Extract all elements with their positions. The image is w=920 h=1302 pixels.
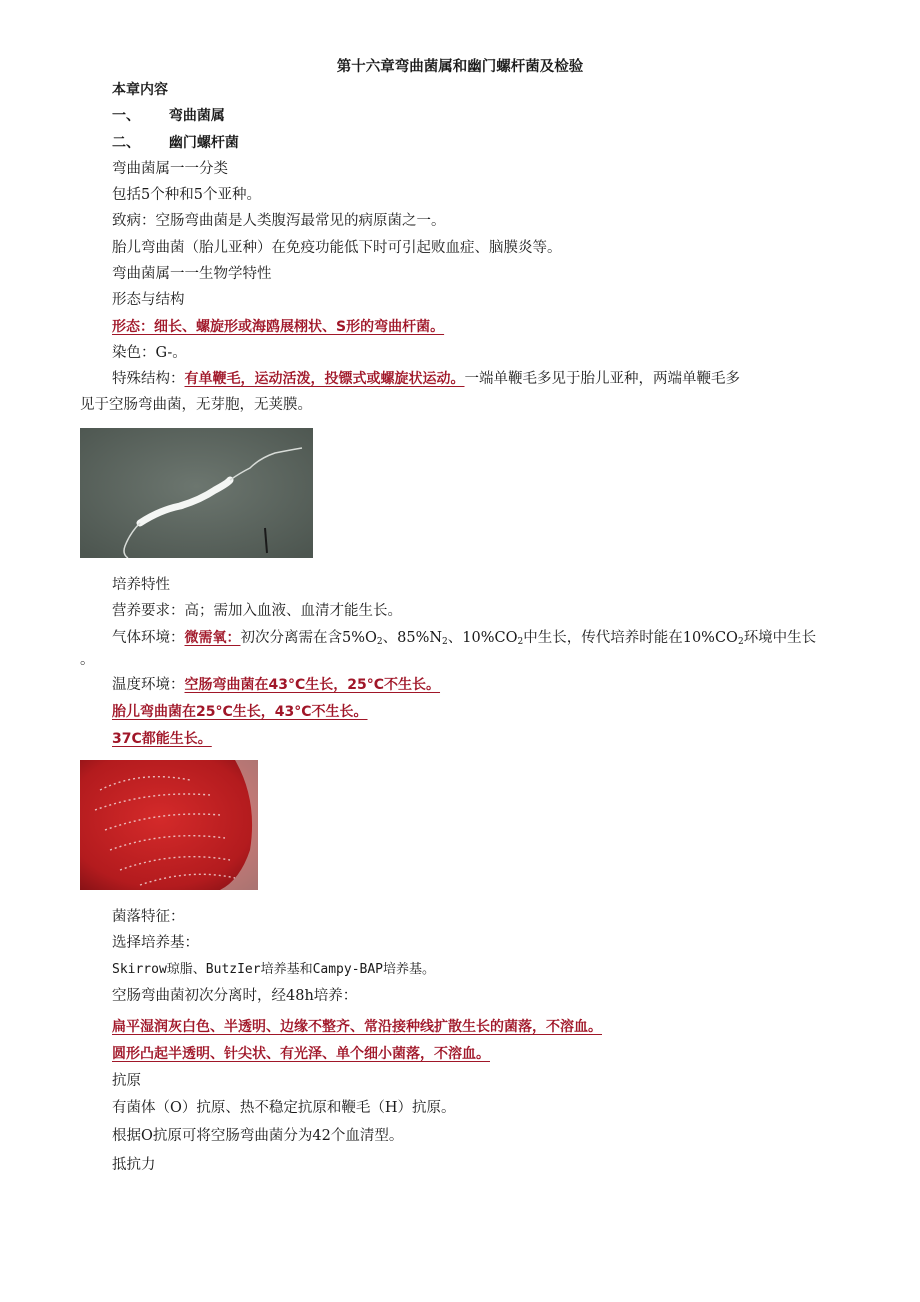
document-title: 第十六章弯曲菌属和幽门螺杆菌及检验 (336, 59, 584, 75)
antigen-types: 有菌体（O）抗原、热不稳定抗原和鞭毛（H）抗原。 (112, 1100, 456, 1116)
toc-item-2-number: 二、 (112, 135, 140, 151)
plate-background (80, 760, 258, 890)
temperature-fetus: 胎儿弯曲菌在25°C生长，43°C不生长。 (112, 704, 368, 720)
antigen-heading: 抗原 (112, 1073, 141, 1089)
special-structure-label: 特殊结构： (112, 371, 185, 387)
toc-heading: 本章内容 (112, 82, 168, 98)
special-structure-rest: 一端单鞭毛多见于胎儿亚种，两端单鞭毛多 (464, 371, 740, 387)
biology-heading: 弯曲菌属一一生物学特性 (112, 266, 272, 282)
special-structure-continuation: 见于空肠弯曲菌，无芽胞，无荚膜。 (80, 397, 312, 413)
gas-sub-3: 2 (517, 637, 524, 647)
gas-part-2: 、85%N (382, 630, 443, 646)
gas-label: 气体环境： (112, 630, 185, 646)
serotype-text: 根据O抗原可将空肠弯曲菌分为42个血清型。 (112, 1128, 404, 1144)
classification-heading: 弯曲菌属一一分类 (112, 161, 228, 177)
plate-svg (80, 760, 258, 890)
gas-sub-1: 2 (376, 637, 383, 647)
gas-part-4: 中生长，传代培养时能在10%CO (523, 630, 738, 646)
temperature-line (112, 675, 440, 695)
micrograph-svg (80, 428, 313, 558)
morphology-heading: 形态与结构 (112, 292, 185, 308)
colony-type-1: 扁平湿润灰白色、半透明、边缘不整齐、常沿接种线扩散生长的菌落，不溶血。 (112, 1019, 602, 1035)
culture-heading: 培养特性 (112, 577, 170, 593)
micrograph-background (80, 428, 313, 558)
gas-part-5: 环境中生长 (743, 630, 817, 646)
selective-medium-heading: 选择培养基： (112, 935, 199, 951)
toc-item-1-number: 一、 (112, 108, 140, 124)
toc-item-1 (112, 106, 225, 126)
resistance-heading: 抵抗力 (112, 1157, 156, 1173)
toc-item-1-text: 弯曲菌属 (168, 108, 225, 124)
stain-text: 染色：G-。 (112, 345, 187, 361)
pathogen-text: 致病：空肠弯曲菌是人类腹泻最常见的病原菌之一。 (112, 213, 446, 229)
nutrition-text: 营养要求：高；需加入血液、血清才能生长。 (112, 603, 402, 619)
special-structure-line (112, 369, 740, 389)
temperature-jejuni: 空肠弯曲菌在43°C生长，25°C不生长。 (184, 677, 441, 693)
gas-part-3: 、10%CO (447, 630, 518, 646)
toc-item-2 (112, 133, 239, 153)
blood-agar-plate-image (80, 760, 258, 890)
gas-highlight: 微需氧： (184, 630, 241, 646)
colony-heading: 菌落特征： (112, 909, 185, 925)
isolation-text: 空肠弯曲菌初次分离时，经48h培养： (112, 988, 358, 1004)
media-text: Skirrow琼脂、ButzIer培养基和Campy-BAP培养基。 (112, 962, 436, 977)
gas-sub-2: 2 (442, 637, 448, 647)
gas-sub-4: 2 (737, 637, 744, 647)
morphology-text: 形态：细长、螺旋形或海鸥展栩状、S形的弯曲杆菌。 (112, 319, 445, 335)
temperature-label: 温度环境： (112, 677, 185, 693)
toc-item-2-text: 幽门螺杆菌 (168, 135, 239, 151)
special-structure-highlight: 有单鞭毛，运动活泼，投镖式或螺旋状运动。 (184, 371, 465, 387)
micrograph-image (80, 428, 313, 558)
gas-line-end: 。 (80, 652, 95, 668)
species-count-text: 包括5个种和5个亚种。 (112, 187, 261, 203)
colony-type-2: 圆形凸起半透明、针尖状、有光泽、单个细小菌落，不溶血。 (112, 1046, 490, 1062)
temperature-37c: 37C都能生长。 (112, 731, 212, 747)
gas-part-1: 初次分离需在含5%O (240, 630, 377, 646)
gas-environment-line (112, 628, 816, 652)
fetus-text: 胎儿弯曲菌（胎儿亚种）在免疫功能低下时可引起败血症、脑膜炎等。 (112, 240, 562, 256)
